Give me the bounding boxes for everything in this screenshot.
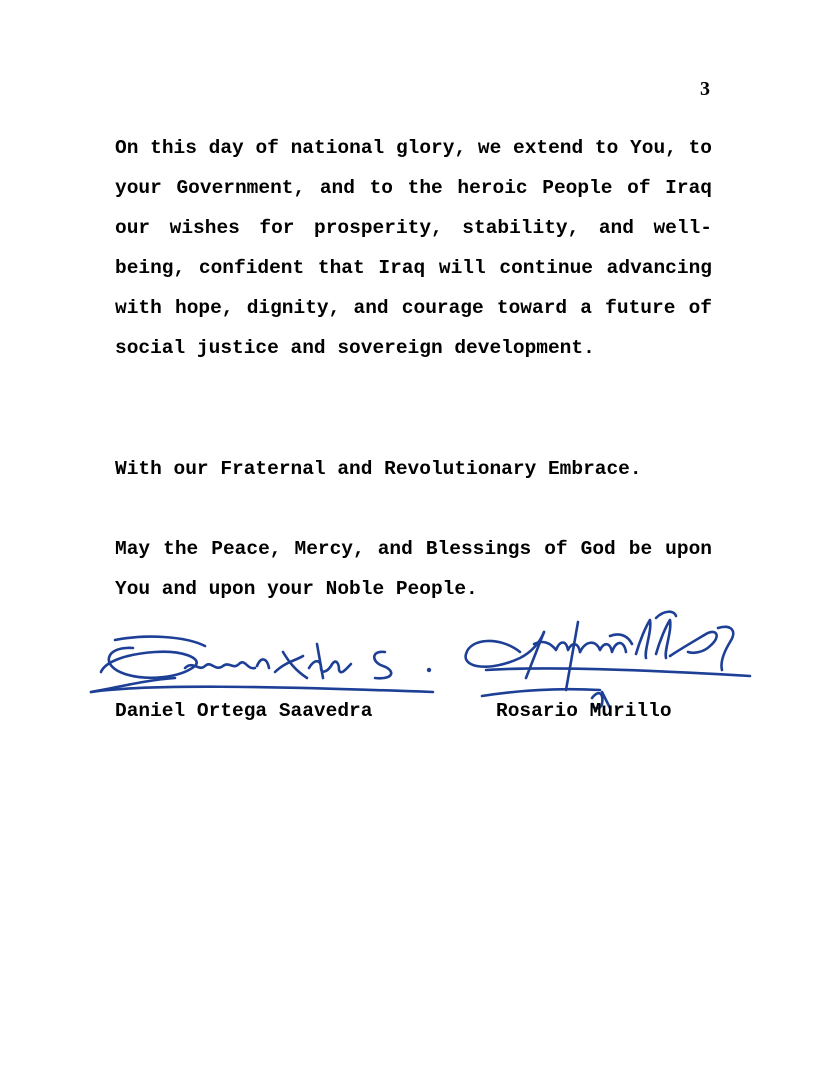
page-number: 3 [700, 78, 710, 100]
signer-name-rosario-murillo: Rosario Murillo [496, 700, 672, 722]
signer-name-daniel-ortega: Daniel Ortega Saavedra [115, 700, 373, 722]
letter-paragraph-embrace: With our Fraternal and Revolutionary Embrace. [115, 458, 642, 480]
letter-paragraph-blessings: May the Peace, Mercy, and Blessings of God be upon You and upon your Noble People. [115, 538, 712, 600]
letter-paragraph-wishes: On this day of national glory, we extend to You, to your Government, and to the heroic People of Iraq our wishes for prosperity, stability, and well-being, confident that Iraq will continue advancing with hope, dignity, and courage toward a future of social justice and sovereign development. [115, 137, 712, 359]
